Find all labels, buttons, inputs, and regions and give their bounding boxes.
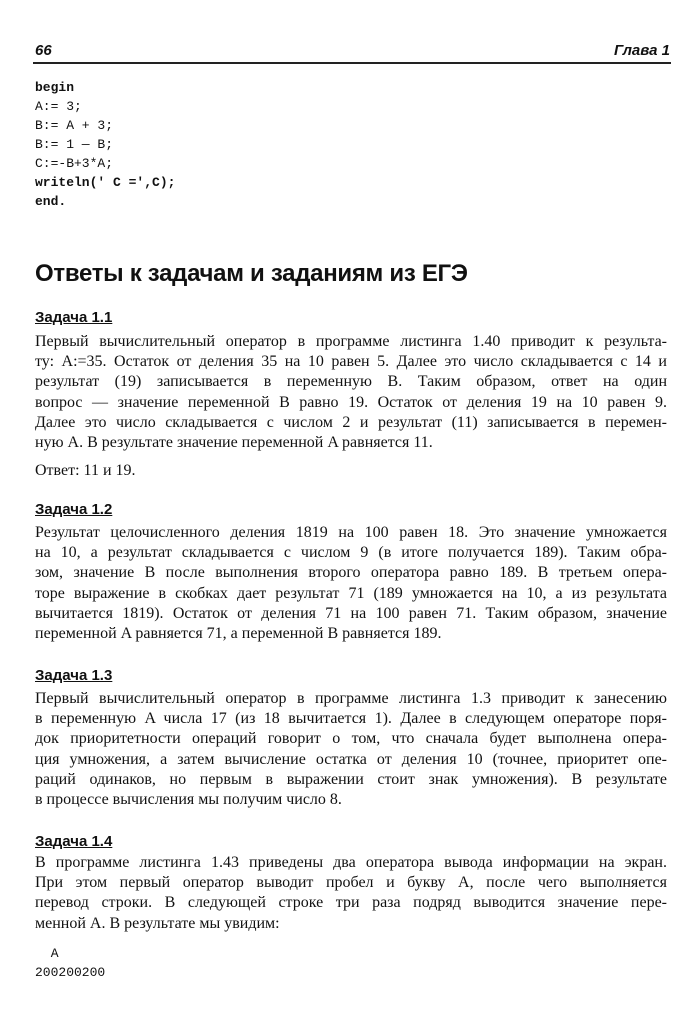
task-title: Задача 1.1 (35, 309, 113, 326)
task-title: Задача 1.3 (35, 667, 113, 684)
task-paragraph (35, 523, 667, 644)
paragraph-line: док приоритетности операций говорит о том, что сначала будет выполнена опера- (35, 730, 667, 748)
paragraph-line: результат (19) записывается в переменную B. Таким образом, ответ на один (35, 373, 667, 391)
code-line: A:= 3; (35, 99, 82, 114)
program-output-line: A (43, 946, 59, 961)
task-title: Задача 1.2 (35, 501, 113, 518)
paragraph-line: ную A. В результате значение переменной A равняется 11. (35, 434, 433, 452)
paragraph-line: зом, значение B после выполнения второго оператора равно 189. В третьем опера- (35, 564, 667, 582)
task-answer: Ответ: 11 и 19. (35, 462, 136, 479)
paragraph-line: менной A. В результате мы увидим: (35, 914, 280, 932)
code-line: C:=-B+3*A; (35, 156, 114, 171)
paragraph-line: Первый вычислительный оператор в программе листинга 1.3 приводит к занесению (35, 690, 667, 707)
task-title: Задача 1.4 (35, 833, 113, 850)
paragraph-line: раций одинаков, но первым в выражении стоит знак умножения). В результате (35, 770, 667, 788)
paragraph-line: вычитается 1819). Остаток от деления 71 на 100 равен 71. Таким образом, значение (35, 604, 667, 622)
code-line: B:= A + 3; (35, 118, 114, 133)
header-rule (33, 62, 671, 64)
task-paragraph (35, 853, 667, 934)
task-paragraph (35, 332, 667, 453)
paragraph-line: ту: A:=35. Остаток от деления 35 на 10 равен 5. Далее это число складывается с 14 и (35, 353, 667, 371)
program-output-line: 200200200 (35, 965, 106, 980)
paragraph-line: торе выражение в скобках дает результат 71 (189 умножается на 10, а из результата (35, 584, 667, 602)
code-line: B:= 1 — B; (35, 137, 114, 152)
page-number: 66 (35, 42, 52, 59)
paragraph-line: на 10, а результат складывается с числом 9 (в итоге получается 189). Таким обра- (35, 544, 667, 562)
section-heading: Ответы к задачам и заданиям из ЕГЭ (35, 260, 468, 287)
paragraph-line: переменной A равняется 71, а переменной B равняется 189. (35, 625, 442, 643)
code-line: end. (35, 194, 67, 209)
paragraph-line: в процессе вычисления мы получим число 8. (35, 791, 342, 809)
paragraph-line: В программе листинга 1.43 приведены два оператора вывода информации на экран. (35, 854, 667, 871)
code-line: writeln(' C =',C); (35, 175, 176, 190)
paragraph-line: вопрос — значение переменной B равно 19. Остаток от деления 19 на 10 равен 9. (35, 393, 667, 411)
task-paragraph (35, 689, 667, 810)
code-listing (35, 78, 175, 211)
paragraph-line: Первый вычислительный оператор в программе листинга 1.40 приводит к результа- (35, 333, 667, 350)
paragraph-line: Результат целочисленного деления 1819 на 100 равен 18. Это значение умножается (35, 524, 667, 541)
paragraph-line: перевод строки. В следующей строке три раза подряд выводится значение пере- (35, 894, 667, 912)
paragraph-line: При этом первый оператор выводит пробел и букву A, после чего выполняется (35, 874, 667, 892)
paragraph-line: в переменную A числа 17 (из 18 вычитается 1). Далее в следующем операторе поря- (35, 710, 667, 728)
paragraph-line: ция умножения, а затем вычисление остатка от деления 10 (точнее, приоритет опе- (35, 750, 667, 768)
code-line: begin (35, 80, 75, 95)
chapter-label: Глава 1 (613, 42, 670, 59)
paragraph-line: Далее это число складывается с числом 2 и результат (11) записывается в перемен- (35, 413, 667, 431)
